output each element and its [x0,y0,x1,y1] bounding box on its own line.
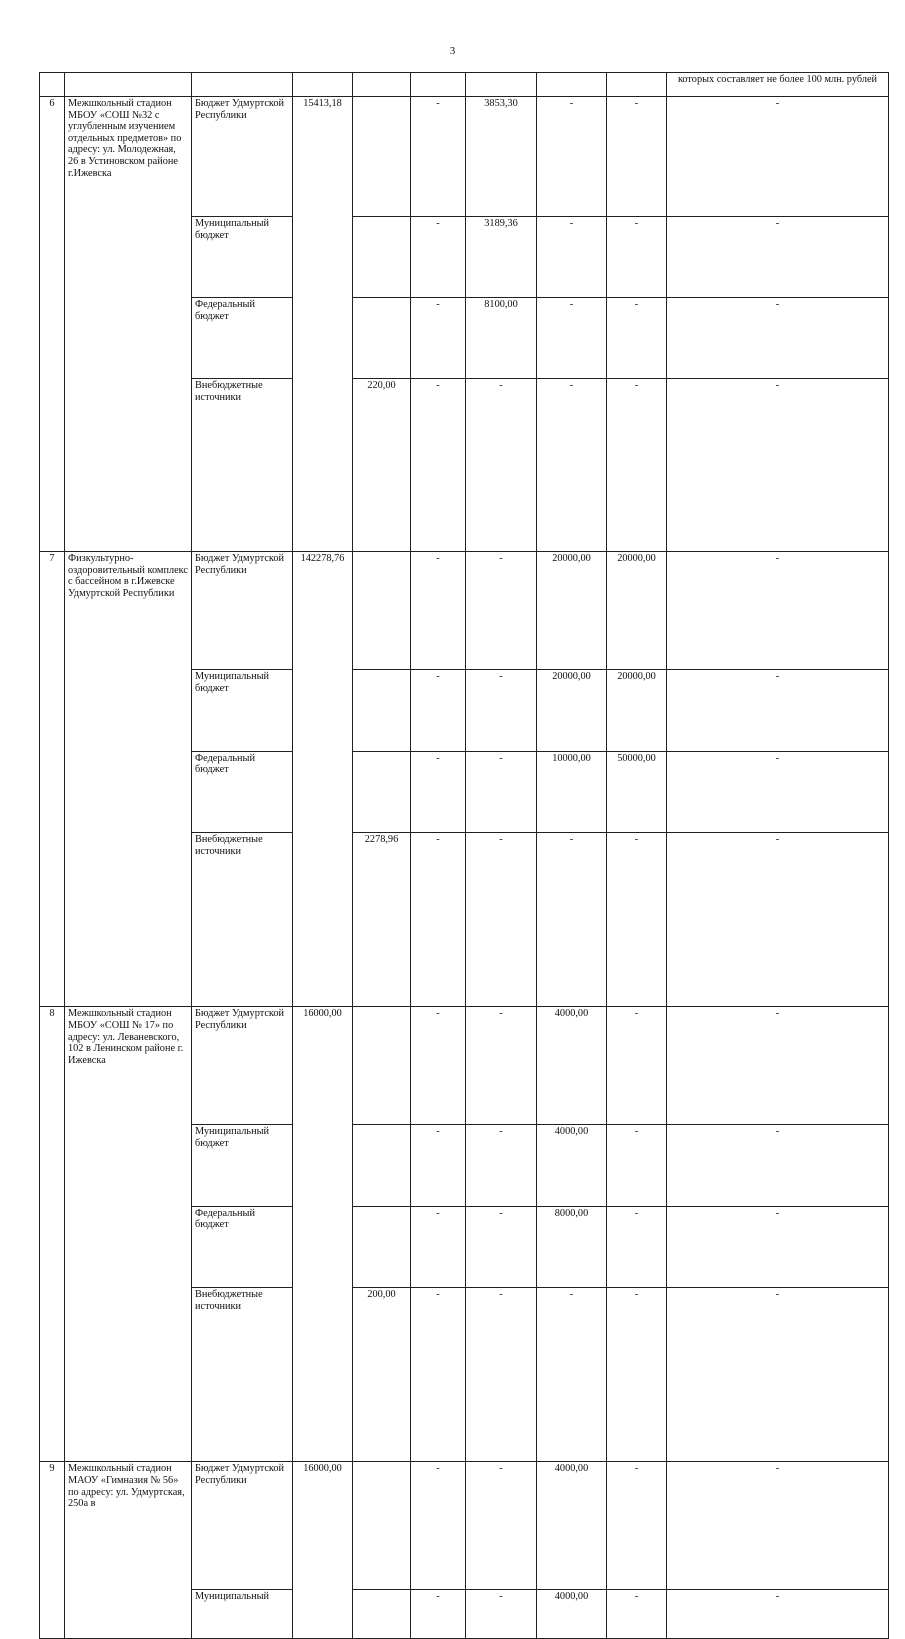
year-value: 20000,00 [607,670,667,751]
funding-source: Внебюджетные источники [192,379,293,552]
year-value: - [466,552,537,670]
year-value [353,751,411,832]
year-value: - [411,379,466,552]
year-value: - [466,751,537,832]
year-value: - [667,1206,889,1287]
total-cost: 142278,76 [293,552,353,1007]
year-value [353,1590,411,1639]
table-row [40,552,889,670]
year-value: - [466,1462,537,1590]
funding-source: Муниципальный бюджет [192,217,293,298]
year-value: - [466,1125,537,1206]
year-value: 20000,00 [537,552,607,670]
year-value: 8000,00 [537,1206,607,1287]
funding-source: Федеральный бюджет [192,1206,293,1287]
year-value [353,1125,411,1206]
year-value: - [667,833,889,1007]
year-value: - [667,1007,889,1125]
year-value: 3853,30 [466,97,537,217]
year-value: - [607,1462,667,1590]
year-value: - [537,97,607,217]
year-value: 200,00 [353,1288,411,1462]
carry-over-note: которых составляет не более 100 млн. рублей [667,73,889,97]
year-value: - [466,1288,537,1462]
year-value: - [466,1206,537,1287]
year-value: 4000,00 [537,1007,607,1125]
year-value: - [667,298,889,379]
year-value [353,97,411,217]
year-value: 20000,00 [537,670,607,751]
year-value: 4000,00 [537,1590,607,1639]
year-value: - [607,217,667,298]
year-value: 20000,00 [607,552,667,670]
year-value: - [607,97,667,217]
year-value [353,1007,411,1125]
funding-source: Бюджет Удмуртской Республики [192,97,293,217]
year-value: - [411,1206,466,1287]
year-value: - [537,217,607,298]
year-value: 10000,00 [537,751,607,832]
year-value: - [411,1125,466,1206]
funding-source: Бюджет Удмуртской Республики [192,1007,293,1125]
page-number: 3 [449,45,456,57]
year-value: - [667,1288,889,1462]
funding-source: Бюджет Удмуртской Республики [192,552,293,670]
total-cost: 15413,18 [293,97,353,552]
year-value [353,1462,411,1590]
budget-table [39,72,889,1639]
year-value: - [537,1288,607,1462]
year-value: - [537,379,607,552]
year-value: - [466,1590,537,1639]
year-value: - [667,1590,889,1639]
year-value: - [667,552,889,670]
funding-source: Бюджет Удмуртской Республики [192,1462,293,1590]
funding-source: Внебюджетные источники [192,833,293,1007]
year-value: - [411,552,466,670]
carry-over-row [40,73,889,97]
funding-source: Муниципальный бюджет [192,670,293,751]
row-number: 7 [40,552,65,1007]
year-value: - [411,1007,466,1125]
year-value: - [411,97,466,217]
year-value: - [466,1007,537,1125]
year-value: - [411,298,466,379]
table-body [40,73,889,1639]
year-value: - [466,833,537,1007]
year-value: 4000,00 [537,1125,607,1206]
object-name: Межшкольный стадион МАОУ «Гимназия № 56» по адресу: ул. Удмуртская, 250а в [65,1462,192,1639]
year-value: - [466,379,537,552]
year-value: - [607,1590,667,1639]
object-name: Межшкольный стадион МБОУ «СОШ №32 с углубленным изучением отдельных предметов» по адресу: ул. Молодежная, 26 в Устиновском районе г.Ижевска [65,97,192,552]
year-value: - [411,1462,466,1590]
year-value: 8100,00 [466,298,537,379]
total-cost: 16000,00 [293,1007,353,1462]
funding-source: Муниципальный бюджет [192,1125,293,1206]
year-value: - [537,833,607,1007]
year-value: - [667,97,889,217]
year-value: - [411,833,466,1007]
year-value: - [607,1288,667,1462]
row-number: 9 [40,1462,65,1639]
year-value: - [607,1007,667,1125]
year-value: - [667,1462,889,1590]
year-value: - [607,833,667,1007]
year-value: - [411,217,466,298]
year-value: 2278,96 [353,833,411,1007]
year-value: - [667,379,889,552]
year-value: - [411,1288,466,1462]
funding-source: Федеральный бюджет [192,298,293,379]
table-row [40,1462,889,1590]
year-value: - [537,298,607,379]
year-value: - [667,670,889,751]
year-value: 4000,00 [537,1462,607,1590]
year-value: - [607,1206,667,1287]
year-value: - [411,1590,466,1639]
year-value: - [607,379,667,552]
funding-source: Муниципальный [192,1590,293,1639]
year-value: - [607,1125,667,1206]
year-value: - [411,670,466,751]
table-row [40,1007,889,1125]
year-value: 50000,00 [607,751,667,832]
row-number: 8 [40,1007,65,1462]
year-value [353,217,411,298]
table-row [40,97,889,217]
row-number: 6 [40,97,65,552]
year-value: - [607,298,667,379]
year-value: - [667,751,889,832]
year-value: - [466,670,537,751]
year-value: 3189,36 [466,217,537,298]
year-value: 220,00 [353,379,411,552]
year-value: - [411,751,466,832]
year-value [353,1206,411,1287]
year-value [353,670,411,751]
funding-source: Федеральный бюджет [192,751,293,832]
year-value: - [667,217,889,298]
year-value: - [667,1125,889,1206]
total-cost: 16000,00 [293,1462,353,1639]
funding-source: Внебюджетные источники [192,1288,293,1462]
year-value [353,552,411,670]
object-name: Физкультурно-оздоровительный комплекс с бассейном в г.Ижевске Удмуртской Республики [65,552,192,1007]
object-name: Межшкольный стадион МБОУ «СОШ № 17» по адресу: ул. Леваневского, 102 в Ленинском районе г. Ижевска [65,1007,192,1462]
year-value [353,298,411,379]
